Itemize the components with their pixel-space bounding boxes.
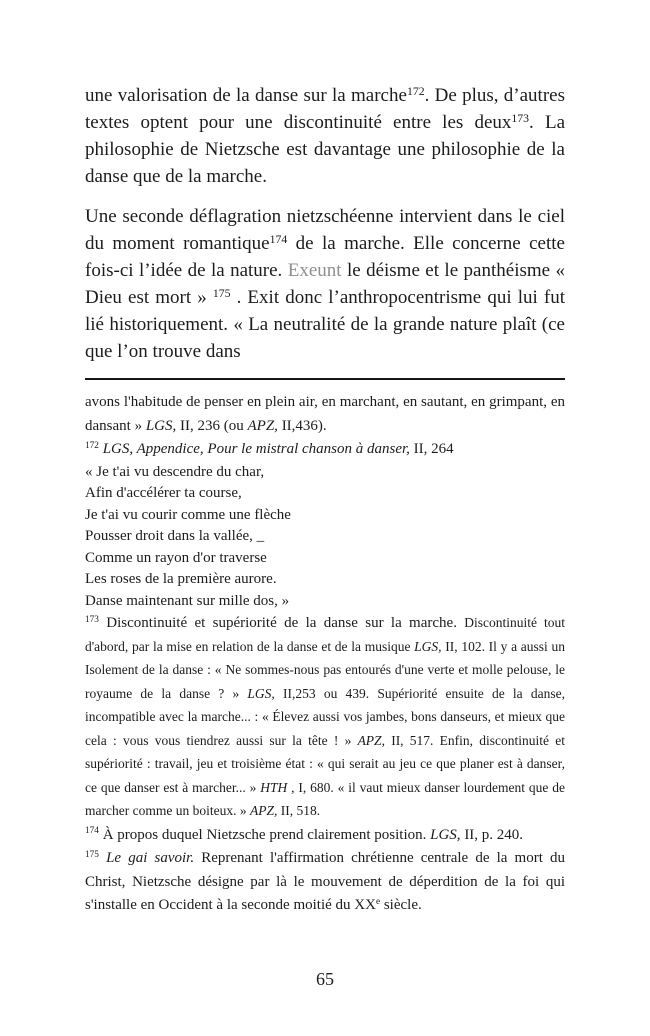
text-run: II, 236 (ou	[176, 417, 248, 434]
footnote-block	[85, 824, 565, 848]
text-run: Comme un rayon d'or traverse	[85, 549, 267, 566]
footnote-ref: 175	[85, 849, 99, 860]
text-run	[99, 850, 106, 866]
footnote-ref: 172	[85, 440, 99, 451]
footnote-ref: e	[375, 896, 381, 907]
footnote-ref: 174	[269, 232, 288, 246]
footnote-ref: 174	[85, 826, 99, 837]
footnotes	[85, 391, 565, 918]
text-run: Pousser droit dans la vallée, _	[85, 528, 265, 544]
poem-line	[85, 526, 565, 548]
footnote-ref: 172	[406, 84, 425, 98]
text-run: Discontinuité et supériorité de la danse sur la marche.	[98, 615, 465, 631]
footnote-block	[85, 438, 565, 462]
body-text	[85, 82, 565, 365]
poem-line	[85, 591, 565, 613]
text-run: HTH	[260, 779, 288, 795]
poem-line	[85, 569, 565, 591]
text-run: II,253 ou 439. Supériorité ensuite de la danse, incompatible avec la marche... : « Élevez aussi vos jambes, bons danseurs, et mieux que cela : vous vous tiendrez aussi sur la tête ! »	[85, 685, 565, 748]
text-run: II, 517. Enfin, discontinuité et supériorité : travail, jeu et troisième état : « qui serait au jeu ce que planer est à danser, ce que danser est à marcher... »	[85, 732, 565, 795]
text-run: Les roses de la première aurore.	[85, 571, 277, 587]
text-run: APZ,	[357, 732, 385, 748]
text-run: une valorisation de la danse sur la marche	[85, 85, 407, 106]
text-run: Exeunt	[287, 260, 342, 281]
text-run: II,436).	[277, 417, 327, 434]
footnote-ref: 173	[85, 614, 99, 625]
text-run: de la marche. Elle concerne cette fois-ci l’idée de la nature.	[85, 233, 565, 281]
text-run: . La philosophie de Nietzsche est davantage une philosophie de la danse que de la marche.	[85, 112, 565, 187]
footnote-separator	[85, 378, 565, 380]
text-run: LGS,	[145, 417, 177, 434]
text-run: Je t'ai vu courir comme une flèche	[85, 506, 291, 523]
text-run: Afin d'accélérer ta course,	[85, 485, 242, 501]
text-run: LGS,	[414, 638, 442, 654]
paragraph	[85, 203, 565, 365]
text-run: Le gai savoir.	[106, 850, 195, 866]
poem-line	[85, 462, 565, 484]
text-run: Discontinuité tout d'abord, par la mise en relation de la danse et de la musique	[85, 615, 565, 654]
text-run: . Exit donc l’anthropocentrisme qui lui fut lié historiquement. « La neutralité de la grande nature plaît (ce que l’on trouve dans	[85, 287, 565, 362]
text-run: À propos duquel Nietzsche prend clairement position.	[98, 826, 431, 843]
text-run: , I, 680. « il vaut mieux danser lourdement que de marcher comme un boiteux. »	[85, 779, 566, 818]
text-run: « Je t'ai vu descendre du char,	[85, 463, 265, 480]
text-run: le déisme et le panthéisme « Dieu est mort »	[85, 260, 565, 308]
page-number: 65	[316, 969, 334, 989]
paragraph	[85, 82, 565, 190]
footnote-ref: 173	[511, 111, 530, 125]
text-run: LGS, Appendice, Pour le mistral chanson à danser,	[102, 441, 410, 457]
text-run: II, 102. Il y a aussi un Isolement de la danse : « Ne sommes-nous pas entourés d'une verte et molle pelouse, le royaume de la danse ? »	[85, 638, 565, 701]
footnote-block	[85, 391, 565, 438]
text-run: Reprenant l'affirmation chrétienne centrale de la mort du Christ, Nietzsche désigne par là le mouvement de déperdition de la foi qui s'installe en Occident à la seconde moitié du XX	[85, 850, 565, 913]
text-run: II, 264	[409, 441, 454, 457]
text-run: Danse maintenant sur mille dos, »	[85, 592, 290, 609]
poem-line	[85, 483, 565, 505]
text-run: LGS,	[247, 685, 275, 701]
text-run: Une seconde déflagration nietzschéenne intervient dans le ciel du moment romantique	[85, 206, 565, 254]
footnote-ref: 175	[212, 286, 231, 300]
poem-line	[85, 505, 565, 527]
text-run: . De plus, d’autres textes optent pour une discontinuité entre les deux	[85, 85, 565, 133]
footnote-block	[85, 847, 565, 918]
footnote-block	[85, 612, 565, 824]
text-run: II, 518.	[277, 803, 321, 818]
text-run: APZ,	[247, 417, 278, 434]
text-run: siècle.	[380, 897, 422, 913]
text-run: APZ,	[249, 803, 278, 818]
text-run: II, p. 240.	[460, 826, 524, 843]
text-run: LGS,	[430, 826, 461, 843]
poem-line	[85, 548, 565, 570]
text-run: avons l'habitude de penser en plein air, en marchant, en sautant, en grimpant, en dansant »	[85, 394, 565, 434]
